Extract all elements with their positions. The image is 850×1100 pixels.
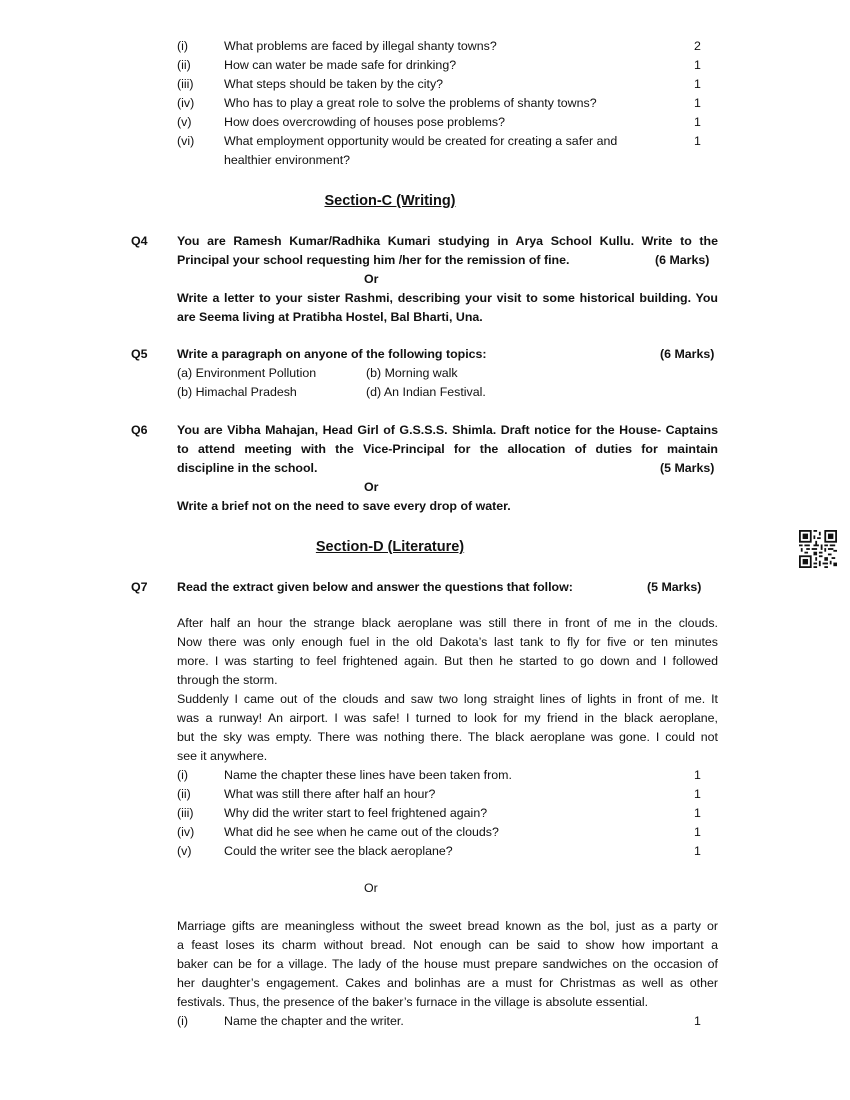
q7-alt-marks-i: 1 (694, 1014, 701, 1028)
q3-text-iii: What steps should be taken by the city? (224, 77, 444, 91)
q7-text-i: Name the chapter these lines have been taken from. (224, 768, 512, 782)
q6-or: Or (364, 480, 379, 494)
extract-line: more. I was starting to feel frightened again. But then he started to go down and I followed (177, 654, 718, 668)
q4-alt-line-1: Write a letter to your sister Rashmi, describing your visit to some historical building. You (177, 291, 718, 305)
extract-line: was a runway! An airport. I was safe! I turned to look for my friend in the black aeroplane, (177, 711, 718, 725)
q7-text-v: Could the writer see the black aeroplane? (224, 844, 453, 858)
q6-line-3: discipline in the school. (177, 461, 318, 475)
q7-num-iv: (iv) (177, 825, 195, 839)
extract-line: her daughter’s engagement. Cakes and bolinhas are a must for Christmas as well as other (177, 976, 718, 990)
extract-line: baker can be for a village. The lady of the house must prepare sandwiches on the occasion of (177, 957, 718, 971)
q7-line-1: Read the extract given below and answer the questions that follow: (177, 580, 573, 594)
q7-num-v: (v) (177, 844, 192, 858)
q6-line-2: to attend meeting with the Vice-Principal for the allocation of duties for maintain (177, 442, 718, 456)
q4-marks: (6 Marks) (655, 253, 710, 267)
q3-text-iv: Who has to play a great role to solve the problems of shanty towns? (224, 96, 597, 110)
q3-text-ii: How can water be made safe for drinking? (224, 58, 457, 72)
extract-line: festivals. Thus, the presence of the baker’s furnace in the village is absolute essential. (177, 995, 649, 1009)
q3-marks-iv: 1 (694, 96, 701, 110)
q3-text-v: How does overcrowding of houses pose problems? (224, 115, 506, 129)
q3-num-ii: (ii) (177, 58, 191, 72)
q3-text-i: What problems are faced by illegal shanty towns? (224, 39, 497, 53)
q7-marks-ii: 1 (694, 787, 701, 801)
section-d-heading: Section-D (Literature) (315, 539, 465, 555)
qr-code-icon (799, 530, 837, 568)
q7-marks-v: 1 (694, 844, 701, 858)
q3-marks-i: 2 (694, 39, 701, 53)
q4-line-1: You are Ramesh Kumar/Radhika Kumari studying in Arya School Kullu. Write to the (177, 234, 718, 248)
q3-marks-v: 1 (694, 115, 701, 129)
q7-marks: (5 Marks) (647, 580, 702, 594)
q5-line-1: Write a paragraph on anyone of the following topics: (177, 347, 487, 361)
q5-option-b-morning-walk: (b) Morning walk (366, 366, 458, 380)
q5-option-a: (a) Environment Pollution (177, 366, 317, 380)
q3-text-vi: What employment opportunity would be created for creating a safer and (224, 134, 618, 148)
q5-option-b-himachal: (b) Himachal Pradesh (177, 385, 297, 399)
q7-text-iii: Why did the writer start to feel frightened again? (224, 806, 488, 820)
q5-marks: (6 Marks) (660, 347, 715, 361)
q3-num-iv: (iv) (177, 96, 195, 110)
q3-marks-ii: 1 (694, 58, 701, 72)
q3-num-v: (v) (177, 115, 192, 129)
q7-label: Q7 (131, 580, 148, 594)
q3-marks-vi: 1 (694, 134, 701, 148)
extract-line: but the sky was empty. There was nothing there. The black aeroplane was gone. I could not (177, 730, 718, 744)
q6-line-1: You are Vibha Mahajan, Head Girl of G.S.S.S. Shimla. Draft notice for the House- Captains (177, 423, 718, 437)
q7-text-ii: What was still there after half an hour? (224, 787, 436, 801)
extract-line: After half an hour the strange black aeroplane was still there in front of me in the clouds. (177, 616, 718, 630)
q7-num-ii: (ii) (177, 787, 191, 801)
q4-line-2: Principal your school requesting him /her for the remission of fine. (177, 253, 570, 267)
q5-label: Q5 (131, 347, 148, 361)
q3-marks-iii: 1 (694, 77, 701, 91)
extract-line: Marriage gifts are meaningless without the sweet bread known as the bol, just as a party or (177, 919, 718, 933)
extract-line: through the storm. (177, 673, 278, 687)
section-c-heading: Section-C (Writing) (324, 193, 456, 209)
extract-line: Now there was only enough fuel in the old Dakota’s last tank to fly for five or ten minutes (177, 635, 718, 649)
q7-marks-i: 1 (694, 768, 701, 782)
extract-line: see it anywhere. (177, 749, 268, 763)
q7-or: Or (364, 881, 378, 895)
q7-marks-iv: 1 (694, 825, 701, 839)
q4-or: Or (364, 272, 379, 286)
q5-option-d: (d) An Indian Festival. (366, 385, 486, 399)
q6-label: Q6 (131, 423, 148, 437)
q7-alt-num-i: (i) (177, 1014, 189, 1028)
extract-line: Suddenly I came out of the clouds and saw two long straight lines of lights in front of me. It (177, 692, 718, 706)
q7-marks-iii: 1 (694, 806, 701, 820)
q6-alt-line-1: Write a brief not on the need to save every drop of water. (177, 499, 511, 513)
q4-alt-line-2: are Seema living at Pratibha Hostel, Bal Bharti, Una. (177, 310, 483, 324)
q4-label: Q4 (131, 234, 148, 248)
q3-num-vi: (vi) (177, 134, 195, 148)
q7-alt-text-i: Name the chapter and the writer. (224, 1014, 404, 1028)
q3-num-i: (i) (177, 39, 189, 53)
q7-num-i: (i) (177, 768, 189, 782)
q3-text-vi-continued: healthier environment? (224, 153, 351, 167)
extract-line: a feast loses its charm without bread. Not enough can be said to show how important a (177, 938, 718, 952)
q3-num-iii: (iii) (177, 77, 194, 91)
q7-text-iv: What did he see when he came out of the clouds? (224, 825, 499, 839)
q7-num-iii: (iii) (177, 806, 194, 820)
q6-marks: (5 Marks) (660, 461, 715, 475)
